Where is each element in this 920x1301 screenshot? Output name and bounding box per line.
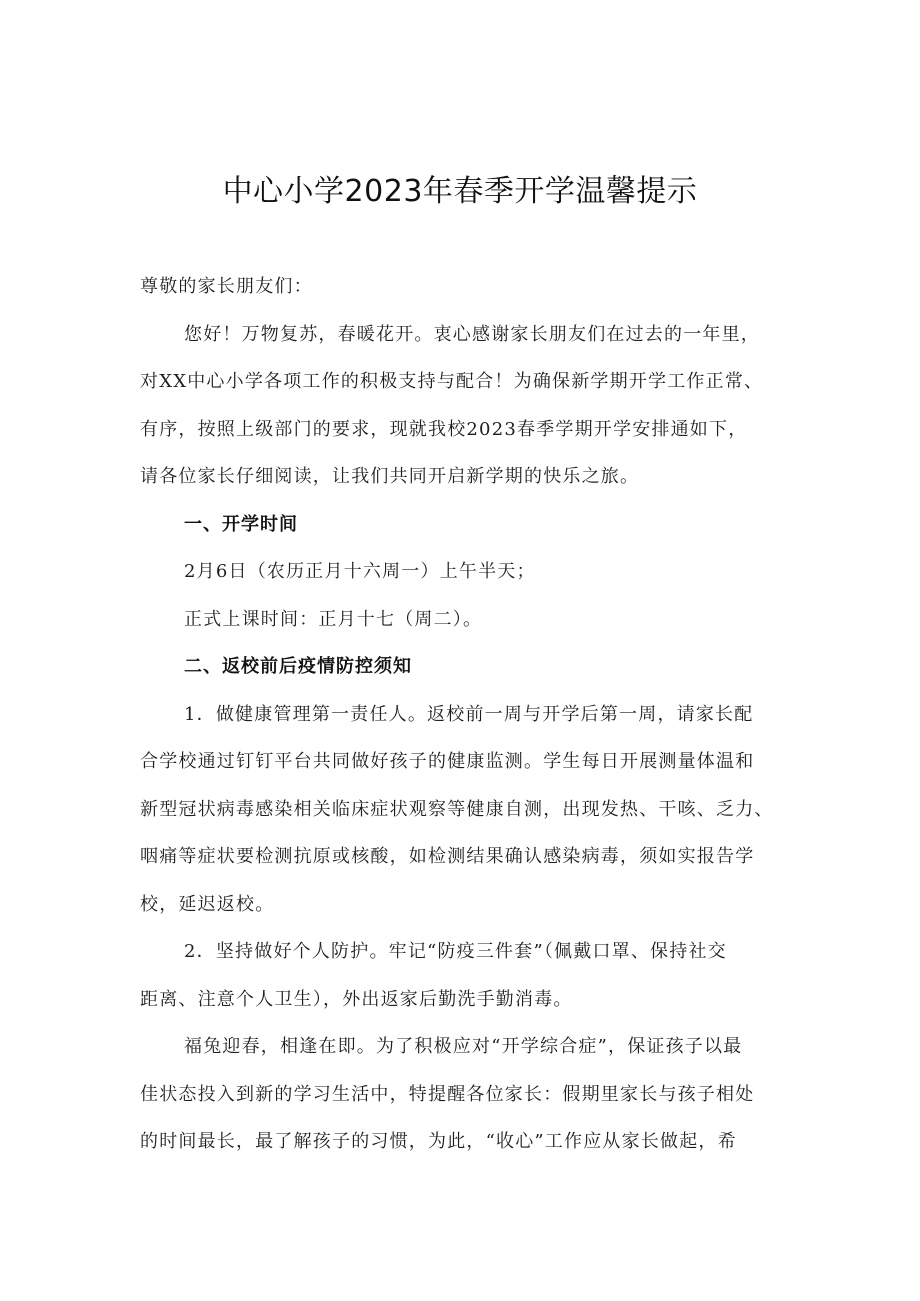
intro-line: 请各位家长仔细阅读，让我们共同开启新学期的快乐之旅。 xyxy=(140,466,640,487)
closing-line: 佳状态投入到新的学习生活中，特提醒各位家长：假期里家长与孩子相处 xyxy=(140,1083,755,1105)
intro-line: 您好！万物复苏，春暖花开。衷心感谢家长朋友们在过去的一年里， xyxy=(184,323,760,345)
intro-line: 对XX中心小学各项工作的积极支持与配合！为确保新学期开学工作正常、 xyxy=(140,371,764,392)
section-heading-epidemic-control: 二、返校前后疫情防控须知 xyxy=(184,656,412,677)
intro-line: 有序，按照上级部门的要求，现就我校2023春季学期开学安排通如下， xyxy=(140,418,748,440)
item1-line: 校，延迟返校。 xyxy=(140,893,275,915)
salutation: 尊敬的家长朋友们： xyxy=(140,276,313,297)
document-title: 中心小学2023年春季开学温馨提示 xyxy=(222,174,698,209)
closing-line: 福兔迎春，相逢在即。为了积极应对“开学综合症”，保证孩子以最 xyxy=(184,1036,743,1057)
item1-line: 新型冠状病毒感染相关临床症状观察等健康自测，出现发热、干咳、乏力、 xyxy=(140,798,774,820)
item1-line: 1．做健康管理第一责任人。返校前一周与开学后第一周，请家长配 xyxy=(184,703,754,725)
item1-line: 合学校通过钉钉平台共同做好孩子的健康监测。学生每日开展测量体温和 xyxy=(140,751,755,772)
class-start-line: 正式上课时间：正月十七（周二）。 xyxy=(184,608,483,630)
item2-line: 距离、注意个人卫生），外出返家后勤洗手勤消毒。 xyxy=(140,988,573,1010)
item2-line: 2．坚持做好个人防护。牢记“防疫三件套”（佩戴口罩、保持社交 xyxy=(184,941,727,962)
item1-line: 咽痛等症状要检测抗原或核酸，如检测结果确认感染病毒，须如实报告学 xyxy=(140,846,755,867)
closing-line: 的时间最长，最了解孩子的习惯，为此，“收心”工作应从家长做起，希 xyxy=(140,1131,737,1152)
start-date-line: 2月6日（农历正月十六周一）上午半天； xyxy=(184,561,536,582)
document-body xyxy=(140,263,800,1166)
section-heading-start-time: 一、开学时间 xyxy=(184,513,298,535)
